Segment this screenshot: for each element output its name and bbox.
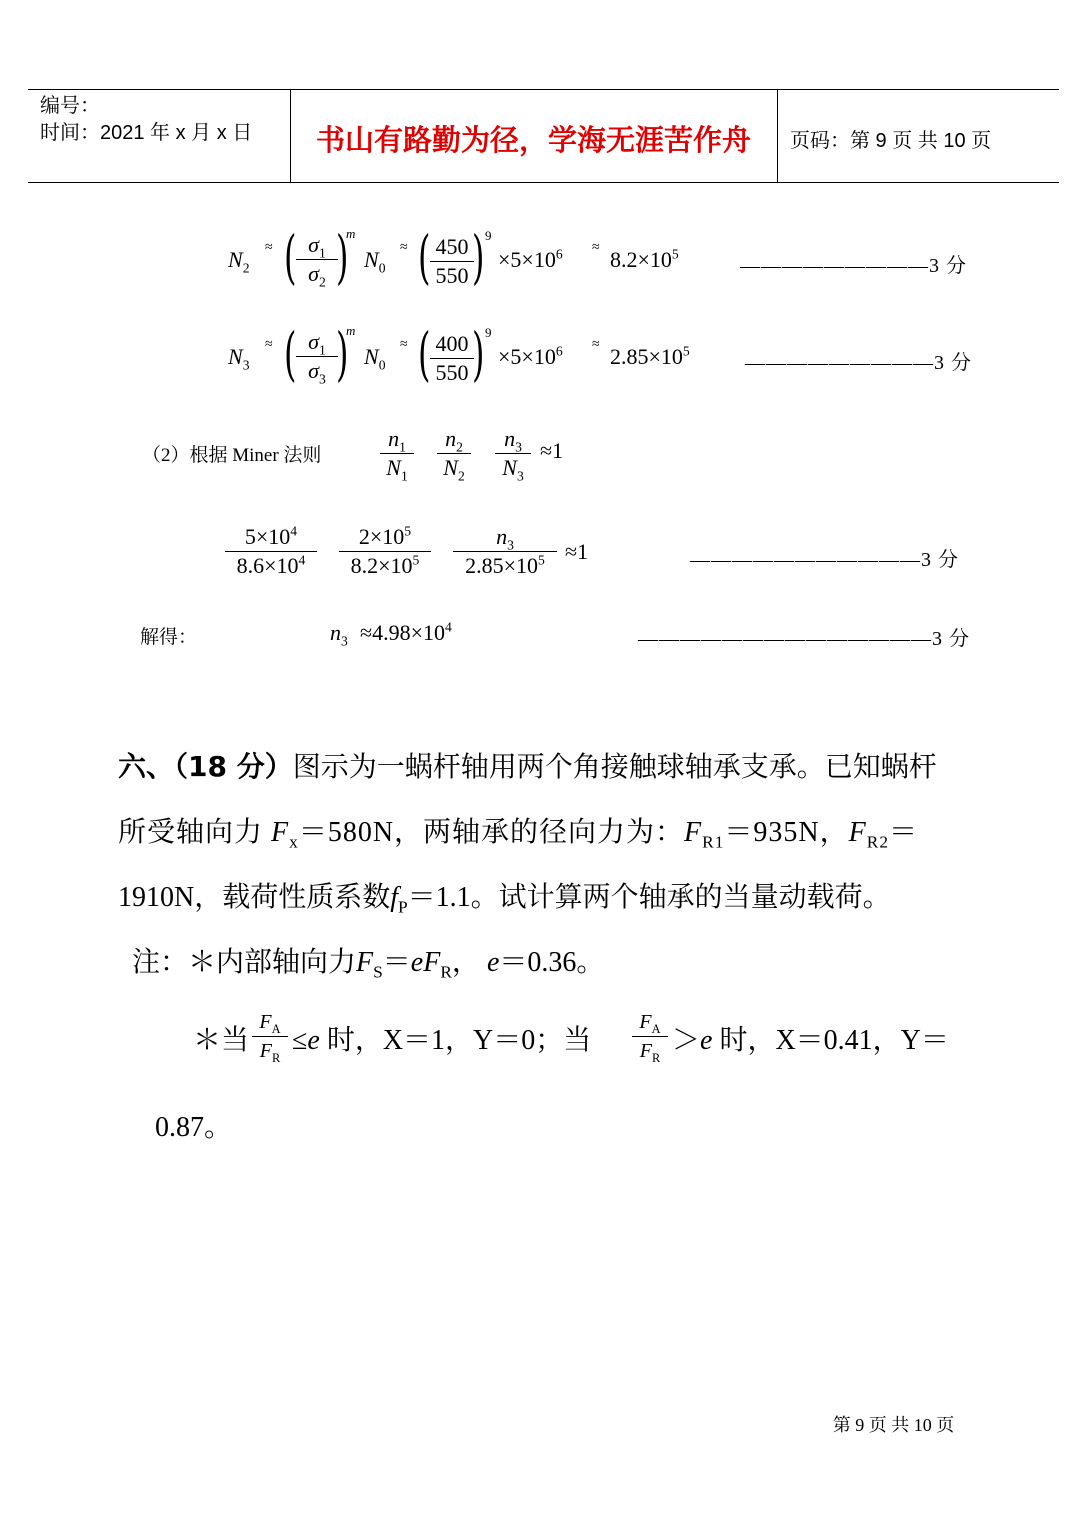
problem6-last-line: 0.87。 <box>155 1112 233 1143</box>
n3-sigma-frac: $\sigma_1$ $\sigma_3$ <box>296 329 338 384</box>
subst-term-3: $n_3$ $2.85\times 10^5$ <box>453 524 557 579</box>
miner-term-2: $n_2$ $N_2$ <box>437 426 471 481</box>
n2-rparen-2: ) <box>472 223 485 291</box>
subst-term-2: $2\times 10^5$ $8.2\times 10^5$ <box>339 524 431 579</box>
miner-label: （2）根据 Miner 法则 <box>142 445 322 466</box>
n2-lparen: ( <box>284 223 297 291</box>
problem6-line3: 1910N，载荷性质系数$f_P=1.1$。试计算两个轴承的当量动载荷。 <box>118 882 891 917</box>
n2-sigma-frac: $\sigma_1$ $\sigma_2$ <box>296 232 338 287</box>
subst-score: ———————————3 分 <box>690 549 959 571</box>
problem6-note: 注：＊内部轴向力$F_S=eF_R$， e＝0.36。 <box>132 947 605 982</box>
miner-rhs: ≈1 <box>540 438 564 463</box>
problem6-line1: 六、（18 分）图示为一蜗杆轴用两个角接触球轴承支承。已知蜗杆 <box>118 750 937 783</box>
n2-rparen: ) <box>336 223 349 291</box>
n3-n0: $N_0$ <box>364 344 386 373</box>
n3-lparen-2: ( <box>418 320 431 388</box>
miner-term-1: $n_1$ $N_1$ <box>380 426 414 481</box>
n2-approx: ≈ <box>265 240 271 255</box>
problem6-line2: 所受轴向力 $F_x=580N$，两轴承的径向力为：$F_{R1}=935N$，$F_{R2}=$ <box>118 817 919 852</box>
footer-page-number: 第 9 页 共 10 页 <box>832 1415 955 1435</box>
header-page-label: 页码：第 9 页 共 10 页 <box>790 130 992 152</box>
header-bottom-rule <box>28 182 1059 183</box>
cond-end: ＞e 时，X＝0.41，Y＝ <box>672 1025 949 1056</box>
n3-result: $2.85\times 10^5$ <box>610 343 690 369</box>
n3-lparen: ( <box>284 320 297 388</box>
n3-rparen: ) <box>336 320 349 388</box>
n2-ratio-frac: 450 550 <box>430 234 474 289</box>
n3-approx-3: ≈ <box>592 337 598 352</box>
problem6-heading: 六、（18 分） <box>118 750 293 783</box>
n2-lhs: $N_2$ <box>228 247 250 276</box>
n3-times: $\times 5\times 10^6$ <box>498 343 563 369</box>
cond-frac-1: $F_A$ $F_R$ <box>252 1009 288 1064</box>
n3-exp-m: m <box>346 323 356 338</box>
cond-star: ＊当 <box>193 1025 250 1056</box>
n2-approx-3: ≈ <box>592 240 598 255</box>
miner-term-3: $n_3$ $N_3$ <box>495 426 531 481</box>
n2-n0: $N_0$ <box>364 247 386 276</box>
n3-approx: ≈ <box>265 337 271 352</box>
n2-result: $8.2\times 10^5$ <box>610 246 679 272</box>
n2-score: —————————3 分 <box>740 255 967 277</box>
solution-value: $\approx 4.98\times 10^4$ <box>360 619 452 645</box>
n3-rparen-2: ) <box>472 320 485 388</box>
subst-rhs: ≈1 <box>565 539 589 564</box>
n2-approx-2: ≈ <box>400 240 406 255</box>
n2-lparen-2: ( <box>418 223 431 291</box>
n3-lhs: $N_3$ <box>228 344 250 373</box>
header-meta <box>40 93 252 147</box>
solution-var: $n_3$ <box>330 620 348 649</box>
n3-exp-9: 9 <box>485 325 492 340</box>
cond-frac-2: $F_A$ $F_R$ <box>632 1009 668 1064</box>
subst-term-1: $5\times 10^4$ $8.6\times 10^4$ <box>225 524 317 579</box>
header-top-rule <box>28 89 1059 90</box>
n2-times: $\times 5\times 10^6$ <box>498 246 563 272</box>
n2-exp-9: 9 <box>485 228 492 243</box>
cond-middle: ≤e 时，X＝1，Y＝0；当 <box>292 1025 592 1056</box>
header-divider-right <box>777 89 778 182</box>
page-footer <box>0 1411 1087 1437</box>
n2-exp-m: m <box>346 226 356 241</box>
n3-ratio-frac: 400 550 <box>430 331 474 386</box>
time-label: 时间：2021 年 x 月 x 日 <box>40 122 253 144</box>
serial-label: 编号： <box>40 95 100 117</box>
solution-score: ——————————————3 分 <box>638 628 970 650</box>
n3-score: —————————3 分 <box>745 352 972 374</box>
n3-approx-2: ≈ <box>400 337 406 352</box>
solution-label: 解得： <box>140 627 198 648</box>
header-motto: 书山有路勤为径，学海无涯苦作舟 <box>315 123 751 157</box>
